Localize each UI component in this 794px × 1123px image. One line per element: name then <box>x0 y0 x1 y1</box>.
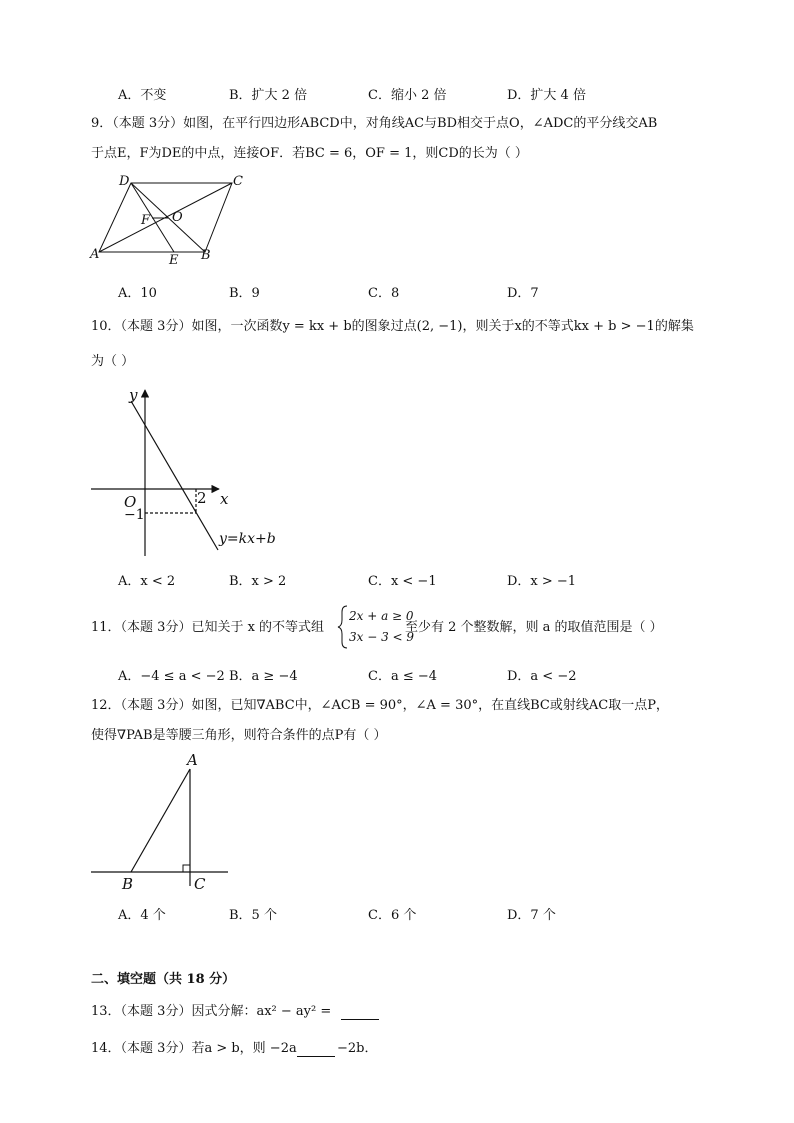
q8-option-b: B．扩大 2 倍 <box>229 88 308 103</box>
q10-label-o: O <box>124 493 137 511</box>
q10-label-2: 2 <box>197 489 207 507</box>
q13-answer-blank[interactable] <box>341 1006 379 1020</box>
q11-option-d: D．a < −2 <box>507 669 577 684</box>
q11-option-c: C．a ≤ −4 <box>368 669 438 684</box>
q9-label-a: A <box>90 247 100 262</box>
q9-label-d: D <box>119 174 130 189</box>
q11-system-line1: 2x + a ≥ 0 <box>349 609 414 623</box>
q12-stem-line1: 12．（本题 3分）如图，已知∇ABC中，∠ACB = 90°，∠A = 30°，在直线BC或射线AC取一点P， <box>91 698 669 713</box>
q11-stem-suffix: 至少有 2 个整数解，则 a 的取值范围是（ ） <box>405 620 663 635</box>
q14-answer-blank[interactable] <box>297 1043 335 1057</box>
q14-stem-suffix: −2b． <box>337 1041 378 1056</box>
q12-option-c: C．6 个 <box>368 908 417 923</box>
q10-label-y: y <box>129 386 138 404</box>
q12-option-d: D．7 个 <box>507 908 556 923</box>
q10-label-equation: y=kx+b <box>219 531 276 547</box>
q8-option-c: C．缩小 2 倍 <box>368 88 447 103</box>
q9-option-d: D．7 <box>507 286 539 301</box>
section-title-fill-in: 二、填空题（共 18 分） <box>91 972 236 987</box>
q10-label-x: x <box>220 490 229 508</box>
q9-option-c: C．8 <box>368 286 400 301</box>
q10-option-d: D．x > −1 <box>507 574 577 589</box>
q9-label-o: O <box>172 210 183 225</box>
q12-option-b: B．5 个 <box>229 908 277 923</box>
q9-option-b: B．9 <box>229 286 260 301</box>
q13-stem: 13．（本题 3分）因式分解：ax² − ay² = <box>91 1004 332 1019</box>
q9-label-f: F <box>141 213 151 228</box>
q9-stem-line1: 9．（本题 3分）如图，在平行四边形ABCD中，对角线AC与BD相交于点O，∠ADC的平分线交AB <box>91 116 658 131</box>
q8-option-d: D．扩大 4 倍 <box>507 88 586 103</box>
q12-label-a: A <box>187 751 198 769</box>
q12-stem-line2: 使得∇PAB是等腰三角形，则符合条件的点P有（ ） <box>91 728 387 743</box>
q14-stem-prefix: 14．（本题 3分）若a > b，则 −2a <box>91 1041 297 1056</box>
q9-label-e: E <box>169 253 179 268</box>
q12-label-b: B <box>122 875 134 893</box>
q9-option-a: A．10 <box>118 286 157 301</box>
q10-stem-line2: 为（ ） <box>91 354 135 369</box>
q12-label-c: C <box>194 875 206 893</box>
q9-label-c: C <box>233 174 243 189</box>
q9-stem-line2: 于点E，F为DE的中点，连接OF．若BC = 6，OF = 1，则CD的长为（ ） <box>91 146 528 161</box>
q9-label-b: B <box>201 248 211 263</box>
q11-option-b: B．a ≥ −4 <box>229 669 298 684</box>
q11-stem-prefix: 11．（本题 3分）已知关于 x 的不等式组 <box>91 620 325 635</box>
q10-option-b: B．x > 2 <box>229 574 287 589</box>
q10-option-a: A．x < 2 <box>118 574 176 589</box>
q10-stem-line1: 10．（本题 3分）如图，一次函数y = kx + b的图象过点(2, −1)，则关于x的不等式kx + b > −1的解集 <box>91 319 694 334</box>
q11-option-a: A．−4 ≤ a < −2 <box>118 669 225 684</box>
q10-label-minus1: −1 <box>124 507 145 523</box>
q11-system-line2: 3x − 3 < 9 <box>349 630 415 644</box>
q10-option-c: C．x < −1 <box>368 574 437 589</box>
q12-option-a: A．4 个 <box>118 908 166 923</box>
q8-option-a: A．不变 <box>118 88 167 103</box>
